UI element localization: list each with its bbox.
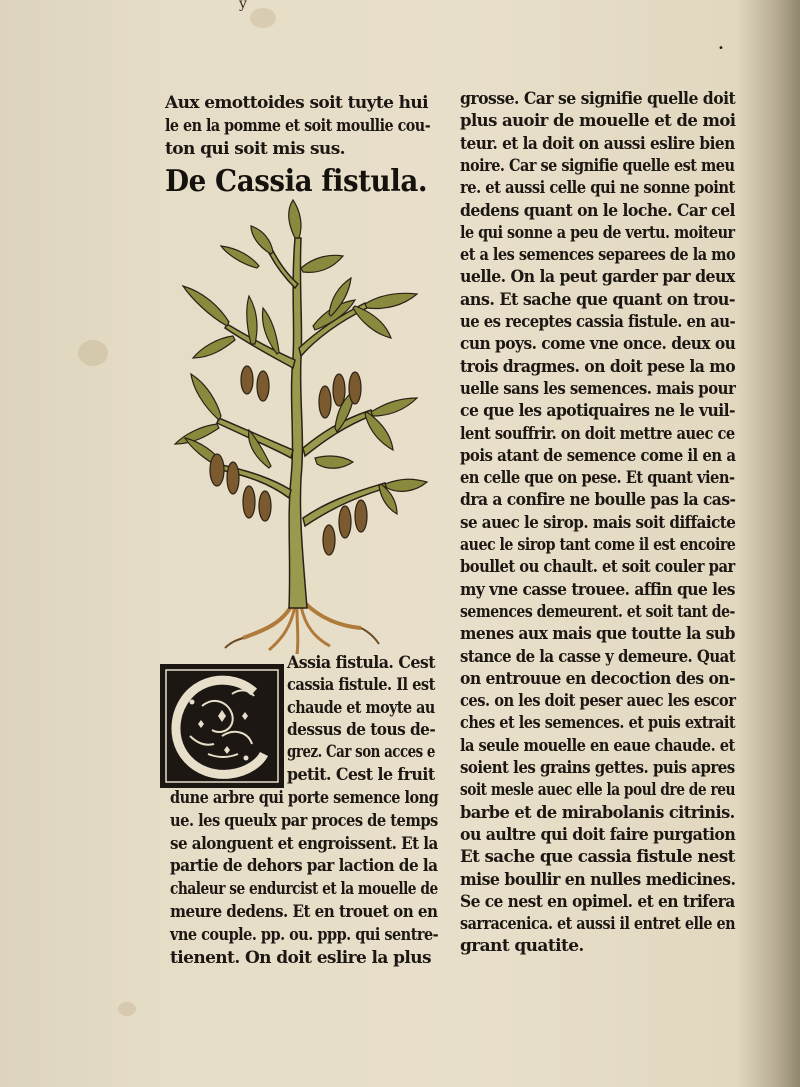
text-line: dessus de tous de- bbox=[287, 719, 436, 740]
initial-letter bbox=[282, 666, 283, 667]
text-line: ce que les apotiquaires ne le vuil- bbox=[460, 401, 735, 422]
text-line: en celle que on pese. Et quant vien- bbox=[460, 468, 735, 489]
text-line: uelle sans les semences. mais pour bbox=[460, 378, 736, 399]
text-line: soit mesle auec elle la poul dre de reu bbox=[460, 780, 735, 801]
text-line: ue. les queulx par proces de temps bbox=[170, 810, 438, 831]
page-mark: • bbox=[718, 43, 724, 54]
text-line: grez. Car son acces e bbox=[287, 742, 435, 763]
text-line: teur. et la doit on aussi eslire bien bbox=[460, 133, 735, 154]
text-line: auec le sirop tant come il est encoire bbox=[460, 535, 736, 555]
text-line: meure dedens. Et en trouet on en bbox=[170, 902, 438, 922]
cassia-fistula-illustration bbox=[165, 198, 430, 658]
text-line: ches et les semences. et puis extrait bbox=[460, 713, 736, 734]
decorated-initial bbox=[160, 664, 284, 788]
paper-stain bbox=[250, 8, 276, 28]
tree-trunk bbox=[217, 238, 386, 608]
text-line: barbe et de mirabolanis citrinis. bbox=[460, 802, 735, 823]
text-line: cassia fistule. Il est bbox=[287, 675, 435, 696]
text-line: lent souffrir. on doit mettre auec ce bbox=[460, 423, 735, 444]
text-line: le en la pomme et soit moullie cou- bbox=[165, 116, 431, 136]
text-line: partie de dehors par laction de la bbox=[170, 856, 438, 877]
text-line: ue es receptes cassia fistule. en au- bbox=[460, 312, 736, 332]
text-line: boullet ou chault. et soit couler par bbox=[460, 557, 735, 578]
text-line: et a les semences separees de la mo bbox=[460, 245, 736, 266]
text-line: la seule mouelle en eaue chaude. et bbox=[460, 735, 735, 756]
text-line: vne couple. pp. ou. ppp. qui sentre- bbox=[170, 924, 439, 945]
text-line: tienent. On doit eslire la plus bbox=[170, 947, 431, 968]
text-line: chaleur se endurcist et la mouelle de bbox=[170, 879, 438, 900]
text-line: se auec le sirop. mais soit diffaicte bbox=[460, 512, 736, 533]
text-line: dune arbre qui porte semence long bbox=[170, 788, 439, 808]
section-heading: De Cassia fistula. bbox=[165, 164, 428, 199]
text-line: Se ce nest en opimel. et en trifera bbox=[460, 891, 735, 912]
text-line: mise boullir en nulles medicines. bbox=[460, 869, 736, 890]
text-line: plus auoir de mouelle et de moi bbox=[460, 111, 736, 132]
tree-roots bbox=[225, 603, 379, 654]
text-line: Assia fistula. Cest bbox=[287, 653, 435, 673]
text-line: noire. Car se signifie quelle est meu bbox=[460, 155, 735, 176]
text-line: chaude et moyte au bbox=[287, 697, 435, 718]
text-line: dra a confire ne boulle pas la cas- bbox=[460, 490, 736, 511]
text-line: soient les grains gettes. puis apres bbox=[460, 758, 735, 778]
initial-ornament bbox=[162, 666, 282, 786]
text-line: Et sache que cassia fistule nest bbox=[460, 847, 735, 868]
text-line: ou aultre qui doit faire purgation bbox=[460, 824, 736, 845]
text-line: Aux emottoides soit tuyte hui bbox=[165, 93, 429, 113]
text-line: ans. Et sache que quant on trou- bbox=[460, 289, 735, 310]
text-line: semences demeurent. et soit tant de- bbox=[460, 601, 735, 622]
text-line: se alonguent et engroissent. Et la bbox=[170, 833, 438, 854]
corner-mark: y bbox=[239, 0, 247, 12]
paper-stain bbox=[78, 340, 108, 366]
text-line: trois dragmes. on doit pese la mo bbox=[460, 356, 736, 377]
text-line: cun poys. come vne once. deux ou bbox=[460, 334, 736, 355]
text-line: dedens quant on le loche. Car cel bbox=[460, 200, 735, 221]
text-line: petit. Cest le fruit bbox=[287, 764, 435, 785]
text-line: ton qui soit mis sus. bbox=[165, 139, 345, 159]
text-line: ces. on les doit peser auec les escor bbox=[460, 691, 736, 712]
text-line: uelle. On la peut garder par deux bbox=[460, 267, 735, 288]
text-line: le qui sonne a peu de vertu. moiteur bbox=[460, 222, 735, 243]
text-line: on entrouue en decoction des on- bbox=[460, 668, 736, 689]
paper-stain bbox=[118, 1002, 136, 1016]
text-line: stance de la casse y demeure. Quat bbox=[460, 646, 736, 667]
text-line: pois atant de semence come il en a bbox=[460, 445, 736, 466]
text-line: menes aux mais que toutte la sub bbox=[460, 624, 735, 645]
text-line: my vne casse trouee. affin que les bbox=[460, 579, 735, 600]
text-line: grosse. Car se signifie quelle doit bbox=[460, 89, 736, 109]
text-line: sarracenica. et aussi il entret elle en bbox=[460, 914, 736, 935]
text-line: grant quatite. bbox=[460, 936, 584, 957]
text-line: re. et aussi celle qui ne sonne point bbox=[460, 178, 735, 199]
